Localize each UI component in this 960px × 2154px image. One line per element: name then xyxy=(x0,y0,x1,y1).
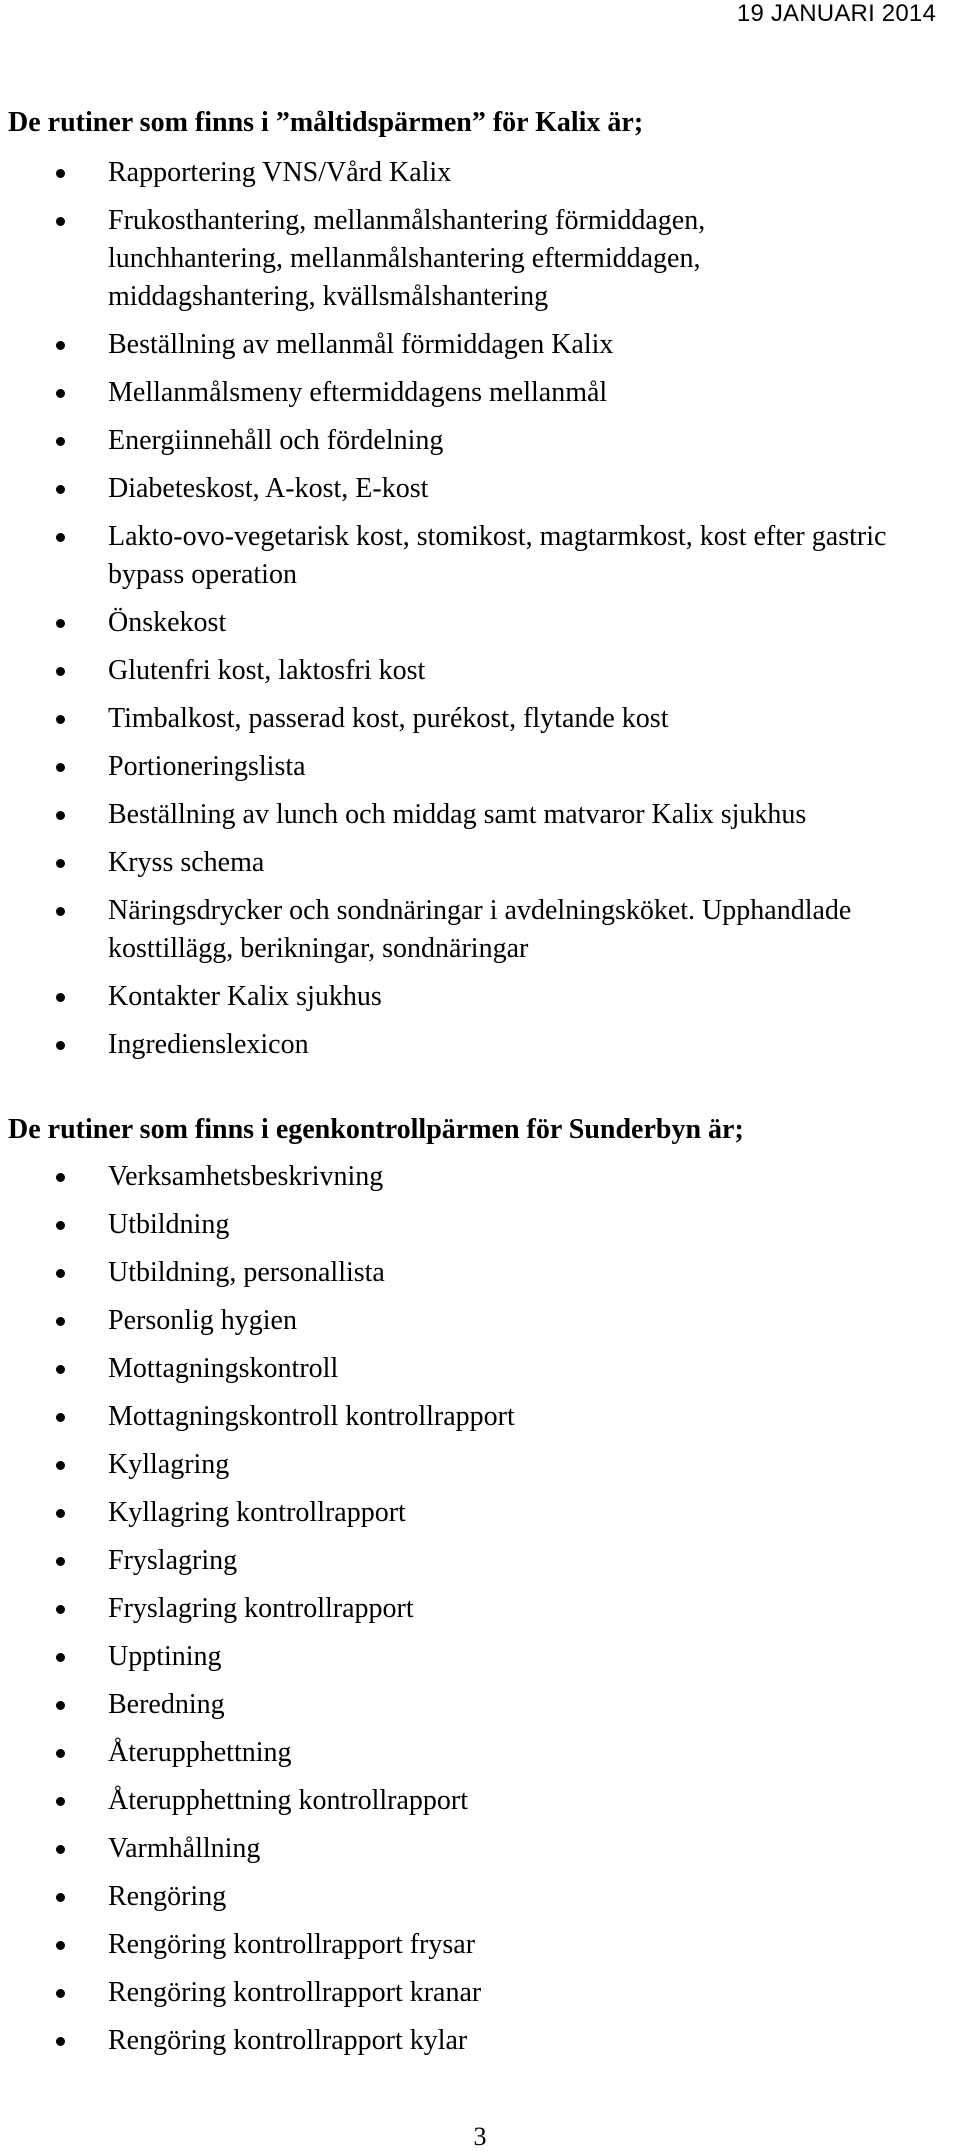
bullet-icon xyxy=(56,763,65,772)
bullet-icon xyxy=(56,715,65,724)
bullet-icon xyxy=(56,169,65,178)
list-item-label: Varmhållning xyxy=(108,1833,261,1864)
list-item-label: Mellanmålsmeny eftermiddagens mellanmål xyxy=(108,377,608,408)
bullet-icon xyxy=(56,1797,65,1806)
list-item xyxy=(0,1446,960,1484)
list-item-label: Upptining xyxy=(108,1641,222,1672)
bullet-icon xyxy=(56,859,65,868)
list-item xyxy=(0,1494,960,1532)
list-item xyxy=(0,748,960,786)
bullet-icon xyxy=(56,1941,65,1950)
bullet-icon xyxy=(56,1893,65,1902)
list-item-label: Beredning xyxy=(108,1689,225,1720)
bullet-icon xyxy=(56,1701,65,1710)
list-item xyxy=(0,1734,960,1772)
list-item-label: Glutenfri kost, laktosfri kost xyxy=(108,655,426,686)
bullet-icon xyxy=(56,1365,65,1374)
list-item-label: Beställning av mellanmål förmiddagen Kalix xyxy=(108,329,614,360)
list-item-label: Ingredienslexicon xyxy=(108,1029,309,1060)
bullet-icon xyxy=(56,993,65,1002)
list-item-label: Diabeteskost, A-kost, E-kost xyxy=(108,473,429,504)
bullet-icon xyxy=(56,1317,65,1326)
bullet-icon xyxy=(56,1845,65,1854)
list-item xyxy=(0,652,960,690)
list-item-label: Verksamhetsbeskrivning xyxy=(108,1161,384,1192)
list-item xyxy=(0,374,960,412)
list-item-label: Frukosthantering, mellanmålshantering förmiddagen, lunchhantering, mellanmålshantering eftermiddagen, middagshantering, kvällsmålshantering xyxy=(108,205,706,312)
bullet-icon xyxy=(56,485,65,494)
list-item xyxy=(0,518,960,594)
list-item xyxy=(0,326,960,364)
bullet-icon xyxy=(56,341,65,350)
bullet-icon xyxy=(56,389,65,398)
bullet-icon xyxy=(56,667,65,676)
list-item-label: Kyllagring kontrollrapport xyxy=(108,1497,406,1528)
list-item xyxy=(0,1158,960,1196)
list-item-label: Lakto-ovo-vegetarisk kost, stomikost, magtarmkost, kost efter gastric bypass operation xyxy=(108,521,887,590)
list-item xyxy=(0,154,960,192)
list-item xyxy=(0,978,960,1016)
list-item-label: Fryslagring xyxy=(108,1545,238,1576)
list-item xyxy=(0,1638,960,1676)
list-item-label: Mottagningskontroll kontrollrapport xyxy=(108,1401,515,1432)
list-item xyxy=(0,604,960,642)
bullet-icon xyxy=(56,1269,65,1278)
bullet-icon xyxy=(56,1749,65,1758)
list-item-label: Rengöring kontrollrapport kranar xyxy=(108,1977,482,2008)
list-item xyxy=(0,844,960,882)
list-item-label: Återupphettning kontrollrapport xyxy=(108,1785,469,1816)
list-item xyxy=(0,1026,960,1064)
list-item-label: Timbalkost, passerad kost, purékost, flytande kost xyxy=(108,703,669,734)
sunderbyn-routine-list xyxy=(0,1158,960,2060)
list-item xyxy=(0,422,960,460)
list-item xyxy=(0,202,960,316)
list-item xyxy=(0,1782,960,1820)
list-item xyxy=(0,1350,960,1388)
list-item xyxy=(0,1686,960,1724)
bullet-icon xyxy=(56,217,65,226)
list-item xyxy=(0,1254,960,1292)
list-item xyxy=(0,1926,960,1964)
list-item-label: Rengöring kontrollrapport kylar xyxy=(108,2025,468,2056)
list-item-label: Personlig hygien xyxy=(108,1305,297,1336)
list-item xyxy=(0,1974,960,2012)
list-item-label: Kontakter Kalix sjukhus xyxy=(108,981,382,1012)
list-item xyxy=(0,1206,960,1244)
bullet-icon xyxy=(56,1461,65,1470)
list-item xyxy=(0,1542,960,1580)
section-heading-kalix: De rutiner som finns i ”måltidspärmen” för Kalix är; xyxy=(8,107,644,138)
list-item-label: Näringsdrycker och sondnäringar i avdelningsköket. Upphandlade kosttillägg, berikningar, sondnäringar xyxy=(108,895,852,964)
header-date: 19 JANUARI 2014 xyxy=(736,0,936,27)
bullet-icon xyxy=(56,437,65,446)
page-number: 3 xyxy=(473,2122,487,2151)
list-item-label: Rapportering VNS/Vård Kalix xyxy=(108,157,452,188)
list-item-label: Energiinnehåll och fördelning xyxy=(108,425,444,456)
list-item-label: Portioneringslista xyxy=(108,751,306,782)
bullet-icon xyxy=(56,811,65,820)
list-item xyxy=(0,796,960,834)
list-item-label: Återupphettning xyxy=(108,1737,292,1768)
list-item-label: Fryslagring kontrollrapport xyxy=(108,1593,414,1624)
list-item-label: Utbildning xyxy=(108,1209,230,1240)
bullet-icon xyxy=(56,619,65,628)
list-item xyxy=(0,892,960,968)
list-item xyxy=(0,700,960,738)
bullet-icon xyxy=(56,533,65,542)
list-item xyxy=(0,1830,960,1868)
bullet-icon xyxy=(56,907,65,916)
list-item xyxy=(0,1398,960,1436)
list-item xyxy=(0,1878,960,1916)
section-heading-sunderbyn: De rutiner som finns i egenkontrollpärmen för Sunderbyn är; xyxy=(8,1114,744,1145)
list-item-label: Rengöring kontrollrapport frysar xyxy=(108,1929,476,1960)
bullet-icon xyxy=(56,1221,65,1230)
bullet-icon xyxy=(56,1653,65,1662)
bullet-icon xyxy=(56,2037,65,2046)
bullet-icon xyxy=(56,1557,65,1566)
list-item-label: Beställning av lunch och middag samt matvaror Kalix sjukhus xyxy=(108,799,807,830)
bullet-icon xyxy=(56,1041,65,1050)
list-item-label: Utbildning, personallista xyxy=(108,1257,385,1288)
list-item xyxy=(0,1590,960,1628)
list-item xyxy=(0,2022,960,2060)
bullet-icon xyxy=(56,1413,65,1422)
list-item-label: Önskekost xyxy=(108,607,227,638)
kalix-routine-list xyxy=(0,154,960,1064)
bullet-icon xyxy=(56,1605,65,1614)
list-item xyxy=(0,1302,960,1340)
list-item-label: Kryss schema xyxy=(108,847,265,878)
list-item-label: Kyllagring xyxy=(108,1449,230,1480)
list-item-label: Mottagningskontroll xyxy=(108,1353,339,1384)
list-item-label: Rengöring xyxy=(108,1881,227,1912)
bullet-icon xyxy=(56,1989,65,1998)
list-item xyxy=(0,470,960,508)
bullet-icon xyxy=(56,1509,65,1518)
bullet-icon xyxy=(56,1173,65,1182)
